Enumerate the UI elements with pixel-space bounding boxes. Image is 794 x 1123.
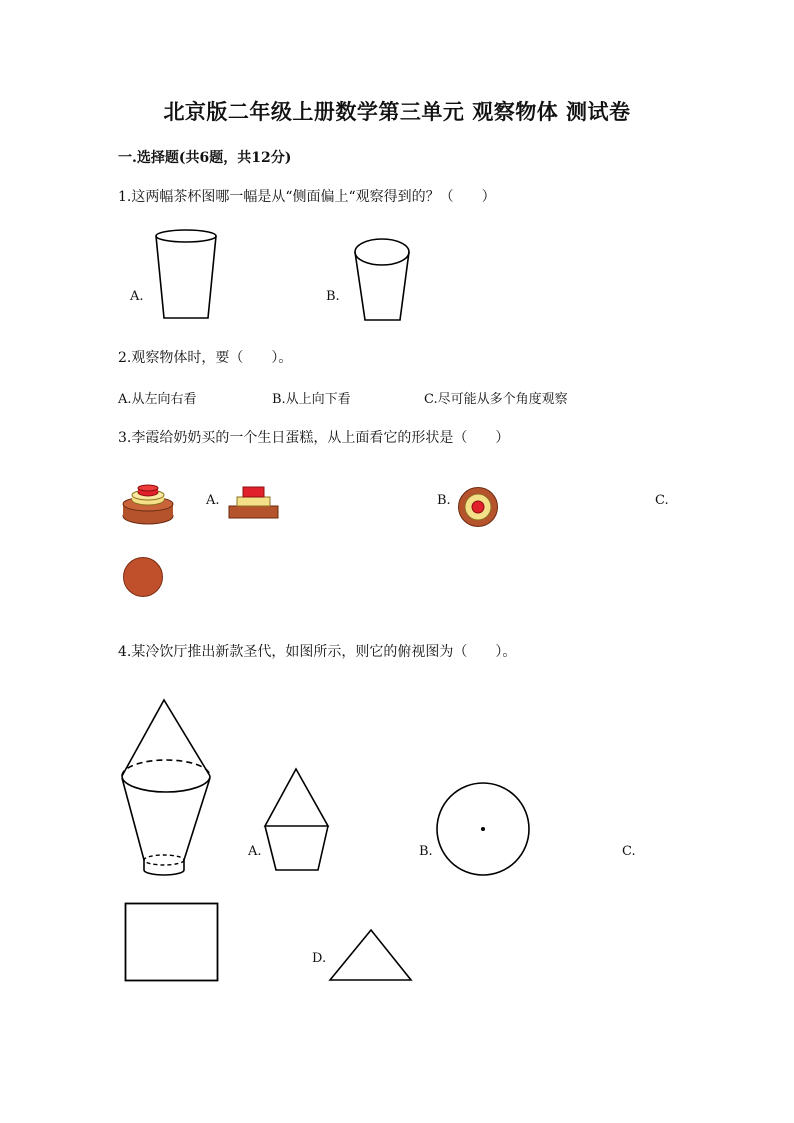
cake-plain-circle-image [122, 556, 164, 598]
q3-option-a-label: A. [206, 493, 220, 508]
q4-option-c-label: C. [622, 844, 636, 859]
question-3: 3.李霞给奶奶买的一个生日蛋糕，从上面看它的形状是（ ） [118, 430, 510, 446]
q2-option-a: A.从左向右看 [118, 392, 197, 407]
triangle-shape-image [328, 928, 414, 984]
question-4: 4.某冷饮厅推出新款圣代，如图所示，则它的俯视图为（ ）。 [118, 644, 517, 660]
q4-option-b-label: B. [419, 844, 433, 859]
q1-option-a-label: A. [130, 289, 144, 304]
question-1: 1.这两幅茶杯图哪一幅是从“侧面偏上“观察得到的？（ ） [118, 189, 496, 205]
section-heading: 一.选择题(共6题，共12分) [118, 150, 292, 166]
question-2: 2.观察物体时，要（ ）。 [118, 350, 293, 366]
square-shape-image [124, 902, 220, 984]
cup-side-view-image [150, 226, 225, 321]
q4-option-a-label: A. [248, 844, 262, 859]
q3-option-c-label: C. [655, 493, 669, 508]
page-title: 北京版二年级上册数学第三单元 观察物体 测试卷 [163, 99, 631, 124]
sundae-image [118, 696, 218, 878]
cake-top-view-rings-image [457, 486, 499, 528]
front-view-shape-image [262, 766, 332, 874]
birthday-cake-image [122, 486, 176, 526]
cup-above-view-image [350, 234, 420, 324]
q3-option-b-label: B. [437, 493, 451, 508]
q4-option-d-label: D. [312, 951, 327, 966]
q2-option-c: C.尽可能从多个角度观察 [424, 392, 568, 407]
q2-option-b: B.从上向下看 [272, 392, 351, 407]
q1-option-b-label: B. [326, 289, 340, 304]
cake-front-view-image [228, 486, 280, 520]
circle-with-center-dot-image [436, 782, 532, 878]
